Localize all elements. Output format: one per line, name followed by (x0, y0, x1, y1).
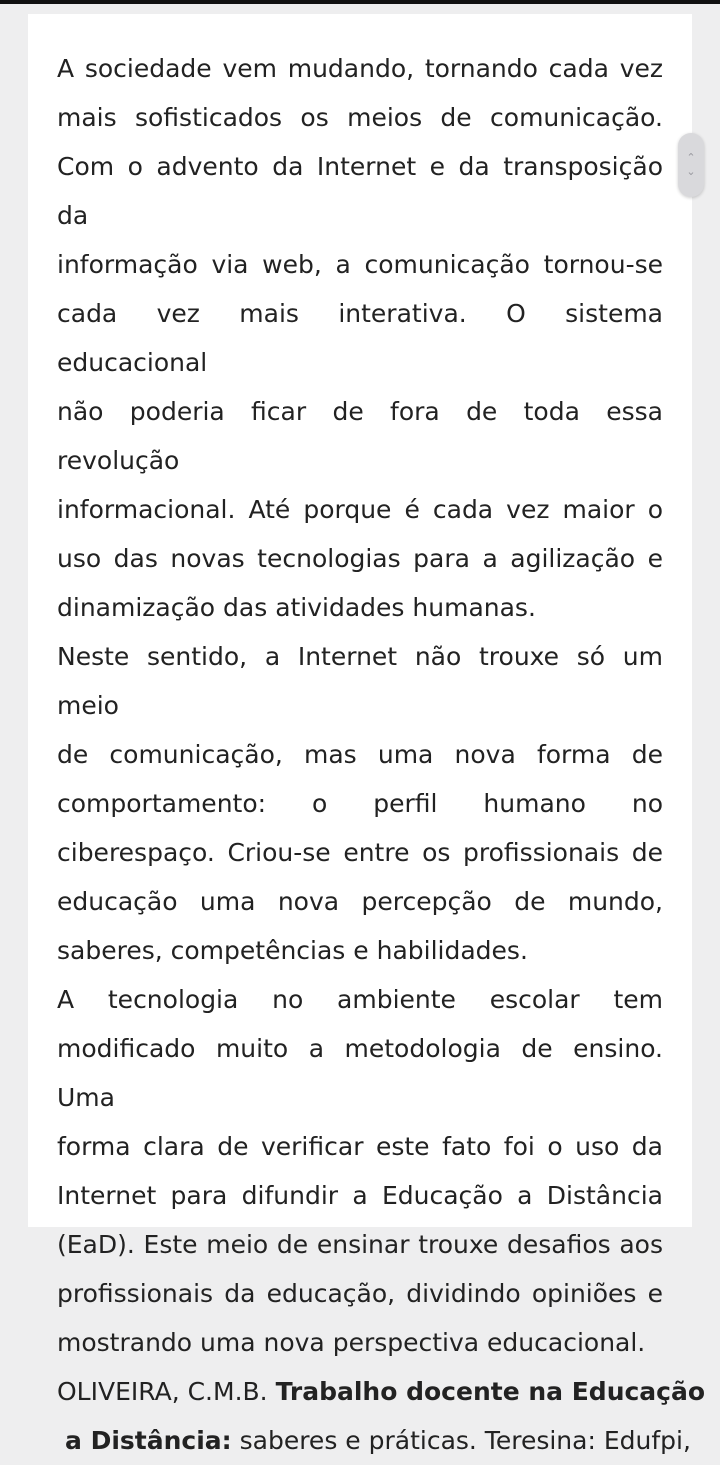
citation-title-part2: a Distância: (65, 1426, 232, 1455)
chevron-down-icon[interactable]: ⌄ (686, 165, 696, 178)
text-line: mais sofisticados os meios de comunicação. (57, 103, 663, 132)
text-line: informação via web, a comunicação tornou-se (57, 250, 663, 279)
text-line: (EaD). Este meio de ensinar trouxe desafios aos (57, 1230, 663, 1259)
text-line: profissionais da educação, dividindo opiniões e (57, 1279, 663, 1308)
text-line: dinamização das atividades humanas. (57, 593, 536, 622)
citation-line-2 (57, 1416, 691, 1465)
text-line: comportamento: o perfil humano no (57, 789, 663, 818)
text-line: educação uma nova percepção de mundo, (57, 887, 663, 916)
text-line: ciberespaço. Criou-se entre os profissionais de (57, 838, 663, 867)
text-line: uso das novas tecnologias para a agilização e (57, 544, 663, 573)
citation-rest: saberes e práticas. Teresina: Edufpi, (239, 1426, 691, 1455)
chevron-up-icon[interactable]: ⌃ (686, 151, 696, 164)
text-line: mostrando uma nova perspectiva educacional. (57, 1328, 646, 1357)
citation (57, 1367, 706, 1465)
text-line: A tecnologia no ambiente escolar tem (57, 985, 663, 1014)
paragraph-2 (57, 632, 663, 975)
citation-line-1 (57, 1367, 706, 1416)
text-line: Neste sentido, a Internet não trouxe só um meio (57, 642, 663, 720)
text-line: forma clara de verificar este fato foi o uso da (57, 1132, 663, 1161)
document-text (57, 44, 706, 1465)
citation-author: OLIVEIRA, C.M.B. (57, 1377, 268, 1406)
citation-title-part1: Trabalho docente na Educação (275, 1377, 706, 1406)
top-bar (0, 0, 720, 4)
scroll-handle[interactable] (678, 133, 704, 197)
text-line: A sociedade vem mudando, tornando cada vez (57, 54, 663, 83)
text-line: Internet para difundir a Educação a Distância (57, 1181, 663, 1210)
text-line: de comunicação, mas uma nova forma de (57, 740, 663, 769)
text-line: modificado muito a metodologia de ensino. Uma (57, 1034, 663, 1112)
text-line: informacional. Até porque é cada vez maior o (57, 495, 663, 524)
paragraph-3 (57, 975, 663, 1367)
text-line: Com o advento da Internet e da transposição da (57, 152, 663, 230)
text-line: cada vez mais interativa. O sistema educacional (57, 299, 663, 377)
text-line: não poderia ficar de fora de toda essa revolução (57, 397, 663, 475)
text-line: saberes, competências e habilidades. (57, 936, 528, 965)
paragraph-1 (57, 44, 663, 632)
